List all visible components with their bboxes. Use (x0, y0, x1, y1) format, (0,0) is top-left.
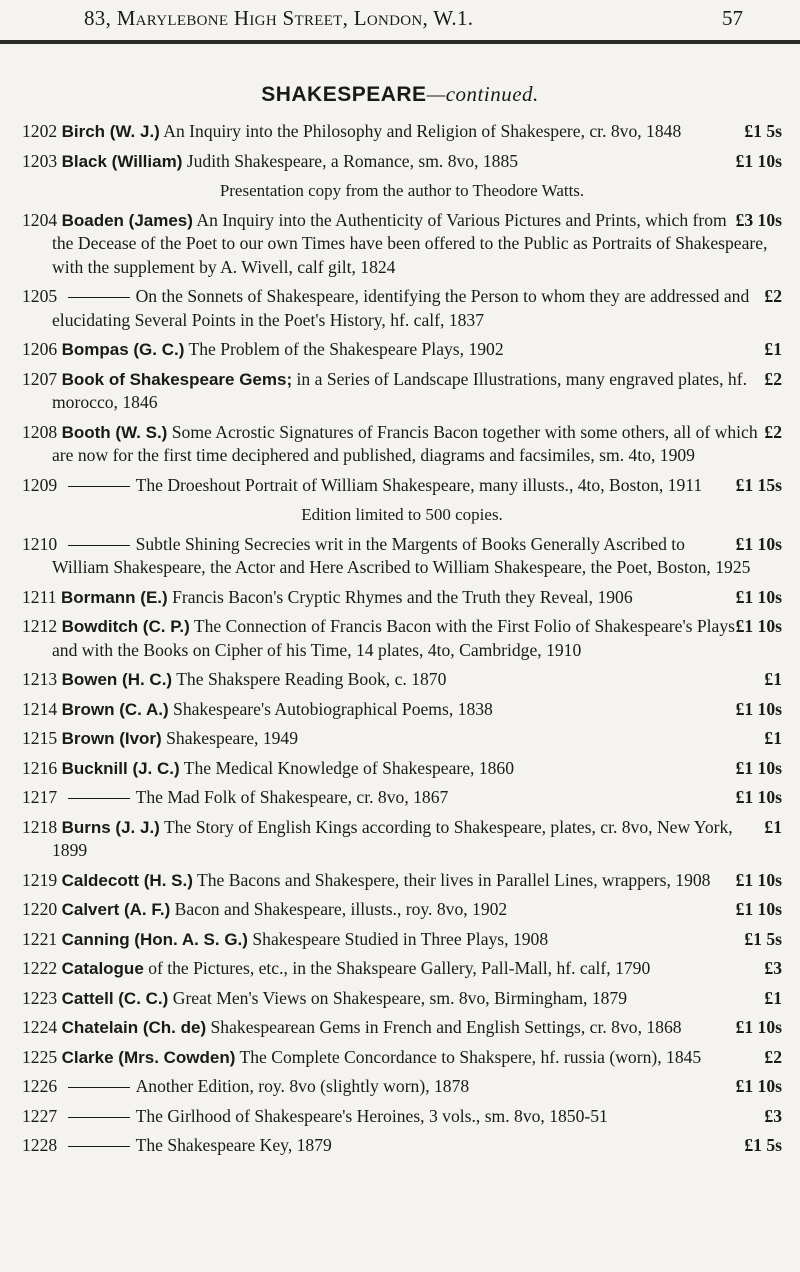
entry-description: On the Sonnets of Shakespeare, identifying the Person to whom they are addressed and elucidating Several Points in the Poet's History, hf. calf, 1837 (52, 286, 750, 330)
catalogue-entry (22, 209, 782, 280)
catalogue-entry (22, 285, 782, 332)
entry-author: Burns (J. J.) (61, 817, 160, 837)
entry-price: £1 10s (735, 757, 782, 778)
entry-number: 1223 (22, 987, 58, 1008)
entry-description: Great Men's Views on Shakespeare, sm. 8vo, Birmingham, 1879 (172, 987, 628, 1008)
catalogue-entry (22, 1046, 782, 1070)
catalogue-entry (22, 150, 782, 174)
entry-price: £1 15s (735, 474, 782, 495)
entry-description: Bacon and Shakespeare, illusts., roy. 8vo, 1902 (174, 899, 508, 919)
header-rule (0, 40, 800, 44)
ditto-dash (68, 297, 130, 298)
entry-description: Subtle Shining Secrecies writ in the Margents of Books Generally Ascribed to William Shakespeare, the Actor and Here Ascribed to William Shakespeare, the Poet, Boston, 1925 (52, 533, 751, 577)
ditto-dash (68, 798, 130, 799)
entry-number: 1215 (22, 728, 58, 748)
section-title-main: SHAKESPEARE (261, 83, 427, 106)
entry-number: 1208 (22, 421, 58, 442)
entry-description: Francis Bacon's Cryptic Rhymes and the Truth they Reveal, 1906 (172, 586, 633, 607)
catalogue-entry (22, 368, 782, 415)
section-title (0, 82, 800, 107)
entry-number: 1211 (22, 586, 57, 607)
entry-price: £1 10s (735, 616, 782, 636)
entry-author: Bormann (E.) (60, 587, 168, 607)
catalogue-entry (22, 957, 782, 981)
catalogue-entry (22, 1075, 782, 1099)
entry-description: An Inquiry into the Authenticity of Various Pictures and Prints, which from the Decease of the Poet to our own Times have been offered to the Public as Portraits of Shakespeare, with the supplement by A. Wivell, calf gilt, 1824 (52, 209, 768, 277)
entry-price: £3 (764, 1105, 782, 1126)
catalogue-entry (22, 474, 782, 498)
catalogue-entry (22, 898, 782, 922)
entry-price: £1 (764, 987, 782, 1008)
catalogue-entry (22, 1016, 782, 1040)
entry-number: 1210 (22, 533, 58, 554)
section-title-suffix: —continued. (426, 82, 539, 106)
entry-price: £2 (764, 421, 782, 442)
ditto-dash (68, 486, 130, 487)
entry-description: of the Pictures, etc., in the Shakspeare Gallery, Pall-Mall, hf. calf, 1790 (148, 958, 651, 978)
running-header (0, 6, 800, 34)
entry-description: The Droeshout Portrait of William Shakespeare, many illusts., 4to, Boston, 1911 (135, 474, 703, 495)
catalogue-entry (22, 533, 782, 580)
entry-number: 1207 (22, 368, 58, 389)
entry-number: 1214 (22, 698, 58, 719)
catalogue-entries (22, 120, 782, 1164)
entry-price: £1 10s (735, 787, 782, 807)
entry-price: £3 (764, 958, 782, 978)
entry-number: 1206 (22, 339, 58, 359)
entry-description: The Story of English Kings according to Shakespeare, plates, cr. 8vo, New York, 1899 (52, 816, 733, 860)
catalogue-entry (22, 668, 782, 692)
catalogue-entry (22, 421, 782, 468)
entry-number: 1202 (22, 121, 58, 141)
entry-number: 1218 (22, 816, 58, 837)
catalogue-entry (22, 120, 782, 144)
entry-price: £3 10s (735, 209, 782, 230)
entry-description: The Girlhood of Shakespeare's Heroines, 3 vols., sm. 8vo, 1850-51 (135, 1105, 608, 1126)
entry-number: 1222 (22, 958, 58, 978)
entry-price: £1 10s (735, 698, 782, 719)
entry-number: 1213 (22, 669, 58, 689)
entry-number: 1221 (22, 928, 58, 949)
entry-price: £1 10s (735, 899, 782, 919)
entry-note: Edition limited to 500 copies. (301, 505, 503, 524)
entry-author: Boaden (James) (61, 210, 193, 230)
entry-number: 1219 (22, 869, 58, 890)
entry-author: Black (William) (61, 151, 183, 171)
entry-description: Some Acrostic Signatures of Francis Bacon together with some others, all of which are now for the first time deciphered and published, diagrams and facsimiles, sm. 4to, 1909 (52, 421, 758, 465)
entry-author: Catalogue (61, 959, 144, 978)
entry-price: £1 5s (744, 928, 782, 949)
entry-author: Clarke (Mrs. Cowden) (61, 1047, 236, 1067)
entry-price: £1 (764, 339, 782, 359)
entry-author: Caldecott (H. S.) (61, 870, 193, 890)
catalogue-entry (22, 816, 782, 863)
catalogue-entry (22, 1134, 782, 1158)
catalogue-entry (22, 869, 782, 893)
entry-number: 1228 (22, 1135, 58, 1155)
entry-description: The Connection of Francis Bacon with the First Folio of Shakespeare's Plays and with the Books on Cipher of his Time, 14 plates, 4to, Cambridge, 1910 (52, 616, 735, 660)
ditto-dash (68, 1146, 130, 1147)
entry-number: 1204 (22, 209, 58, 230)
entry-number: 1203 (22, 150, 58, 171)
catalogue-entry (22, 586, 782, 610)
entry-description: Shakespeare, 1949 (166, 728, 299, 748)
entry-author: Brown (Ivor) (61, 729, 162, 748)
entry-author: Book of Shakespeare Gems; (61, 369, 293, 389)
entry-description: The Problem of the Shakespeare Plays, 1902 (188, 339, 504, 359)
catalogue-entry (22, 928, 782, 952)
entry-price: £1 10s (735, 1076, 782, 1096)
entry-price: £2 (764, 1046, 782, 1067)
entry-price: £2 (764, 286, 782, 306)
catalogue-entry (22, 757, 782, 781)
entry-author: Canning (Hon. A. S. G.) (61, 929, 248, 949)
entry-number: 1209 (22, 474, 58, 495)
ditto-dash (68, 1087, 130, 1088)
entry-note: Presentation copy from the author to Theodore Watts. (219, 181, 585, 200)
catalogue-entry (22, 987, 782, 1011)
entry-description: The Mad Folk of Shakespeare, cr. 8vo, 1867 (135, 787, 449, 807)
entry-number: 1217 (22, 787, 58, 807)
entry-number: 1225 (22, 1046, 58, 1067)
entry-author: Booth (W. S.) (61, 422, 168, 442)
entry-description: The Complete Concordance to Shakspere, hf. russia (worn), 1845 (239, 1046, 702, 1067)
entry-price: £1 10s (735, 586, 782, 607)
catalogue-entry (22, 338, 782, 362)
running-head: 83, Marylebone High Street, London, W.1. (84, 6, 474, 30)
entry-author: Bucknill (J. C.) (61, 758, 180, 778)
entry-number: 1224 (22, 1017, 58, 1037)
entry-number: 1205 (22, 286, 58, 306)
catalogue-entry (22, 786, 782, 810)
page-number: 57 (722, 6, 743, 30)
entry-price: £1 10s (735, 533, 782, 554)
entry-description: Judith Shakespeare, a Romance, sm. 8vo, 1885 (186, 150, 519, 171)
entry-author: Bompas (G. C.) (61, 340, 185, 359)
entry-description: Shakespeare's Autobiographical Poems, 1838 (173, 698, 493, 719)
entry-author: Birch (W. J.) (61, 122, 160, 141)
entry-price: £1 5s (744, 121, 782, 141)
entry-description: Shakespearean Gems in French and English Settings, cr. 8vo, 1868 (210, 1017, 682, 1037)
ditto-dash (68, 1117, 130, 1118)
entry-author: Brown (C. A.) (61, 699, 169, 719)
catalogue-entry (22, 727, 782, 751)
entry-author: Bowen (H. C.) (61, 670, 173, 689)
entry-number: 1227 (22, 1105, 58, 1126)
entry-description: in a Series of Landscape Illustrations, many engraved plates, hf. morocco, 1846 (52, 368, 747, 412)
entry-description: The Shakspere Reading Book, c. 1870 (176, 669, 447, 689)
entry-price: £2 (764, 368, 782, 389)
entry-price: £1 10s (735, 150, 782, 171)
entry-number: 1226 (22, 1076, 58, 1096)
catalogue-entry (22, 615, 782, 662)
entry-price: £1 10s (735, 1017, 782, 1037)
entry-number: 1220 (22, 899, 58, 919)
entry-author: Calvert (A. F.) (61, 900, 171, 919)
entry-price: £1 (764, 816, 782, 837)
entry-description: The Medical Knowledge of Shakespeare, 1860 (183, 757, 515, 778)
entry-number: 1212 (22, 616, 58, 636)
catalogue-entry (22, 698, 782, 722)
entry-author: Bowditch (C. P.) (61, 617, 190, 636)
ditto-dash (68, 545, 130, 546)
entry-number: 1216 (22, 757, 58, 778)
entry-description: Another Edition, roy. 8vo (slightly worn), 1878 (135, 1076, 470, 1096)
entry-price: £1 (764, 669, 782, 689)
entry-description: Shakespeare Studied in Three Plays, 1908 (252, 928, 549, 949)
entry-description: The Bacons and Shakespere, their lives in Parallel Lines, wrappers, 1908 (196, 869, 711, 890)
entry-price: £1 5s (744, 1135, 782, 1155)
entry-price: £1 (764, 728, 782, 748)
entry-author: Chatelain (Ch. de) (61, 1018, 207, 1037)
entry-author: Cattell (C. C.) (61, 988, 169, 1008)
catalogue-entry (22, 1105, 782, 1129)
entry-description: An Inquiry into the Philosophy and Religion of Shakespere, cr. 8vo, 1848 (163, 121, 682, 141)
entry-description: The Shakespeare Key, 1879 (135, 1135, 332, 1155)
entry-price: £1 10s (735, 869, 782, 890)
